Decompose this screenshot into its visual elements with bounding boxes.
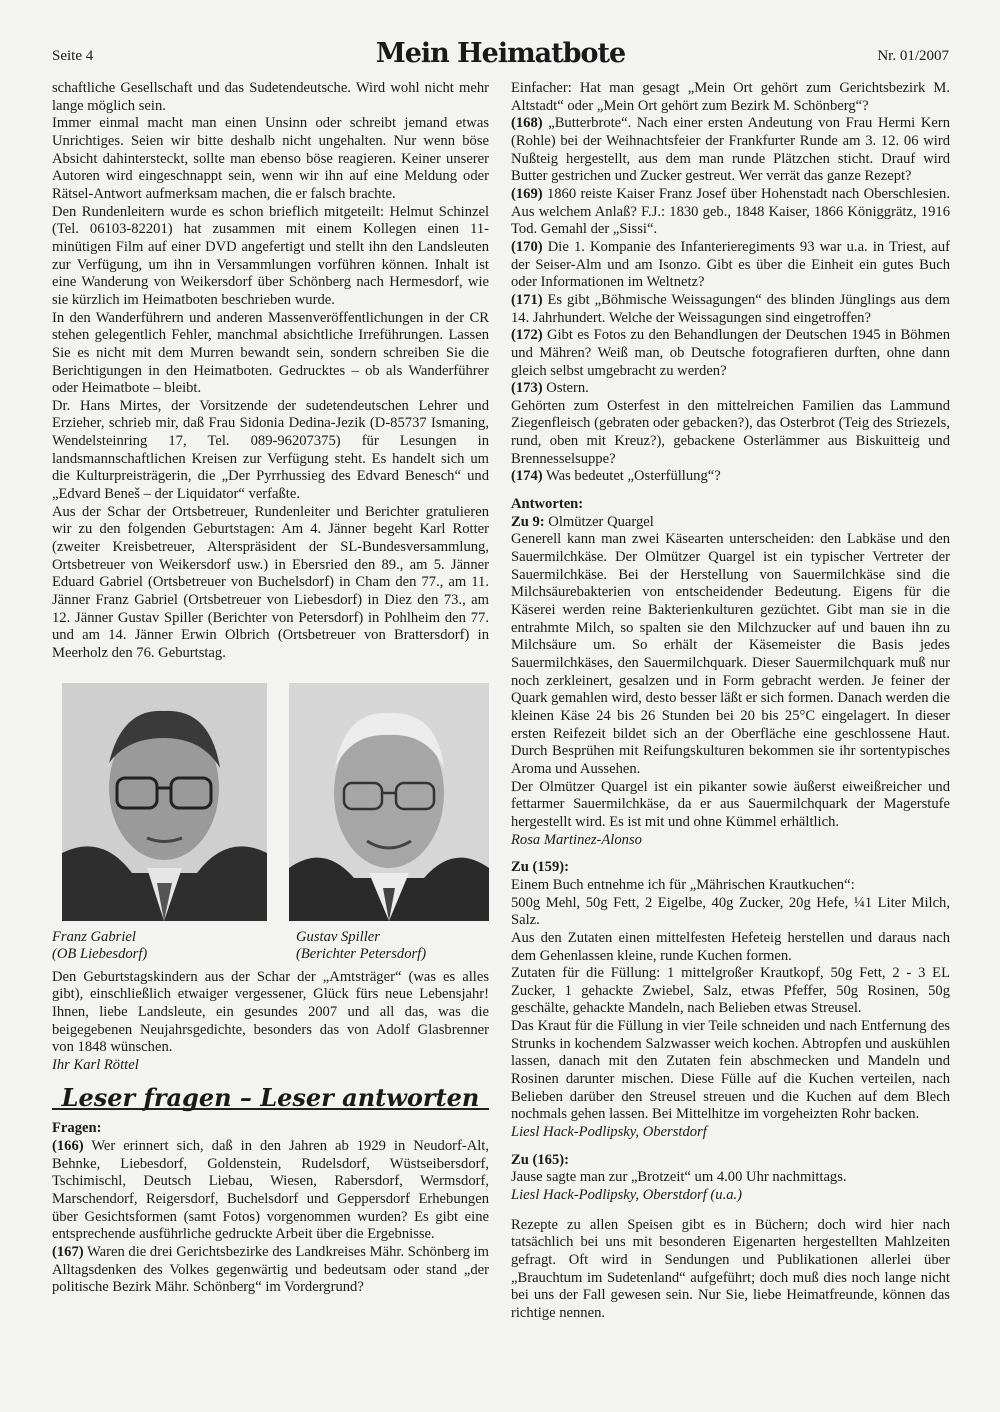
page-number: Seite 4 <box>52 48 94 64</box>
portrait-franz-gabriel <box>62 683 267 921</box>
paragraph: schaftliche Gesellschaft und das Sudetendeutsche. Wird wohl nicht mehr lange möglich sein. <box>52 80 489 114</box>
answer-159-text: Zutaten für die Füllung: 1 mittelgroßer Krautkopf, 50g Fett, 2 - 3 EL Zucker, 1 gehackte Zwiebel, Salz, etwas Pfeffer, 50g Rosinen, 50g geschälte, gehackte Mandeln, nach Belieben etwas Streusel. <box>511 965 950 1017</box>
question-number: (170) <box>511 238 543 255</box>
answer-label: Zu 9: <box>511 513 545 530</box>
spacer <box>52 1110 489 1120</box>
paragraph: Den Rundenleitern wurde es schon brieflich mitgeteilt: Helmut Schinzel (Tel. 06103-82201) hat zusammen mit einem Kollegen einen 11-minütigen Film auf einer DVD angefertigt und stellt ihn den Landsleuten zur Verfügung, um ihn in Versammlungen vorführen können. Inhalt ist eine Wanderung von Weikersdorf über Schönberg nach Hermesdorf, wie sie kürzlich im Heimatboten beschrieben wurde. <box>52 203 489 308</box>
question-173-paragraph: Gehörten zum Osterfest in den mittelreichen Familien das Lammund Ziegenfleisch (gebraten oder gebacken?), das Osterbrot (Teig des Striezels, rund, oben mit Kreuz?), gebackene Osterlämmer aus Biskuitteig und Brennesselsuppe? <box>511 397 950 467</box>
question-number: (167) <box>52 1243 84 1260</box>
question-text: Die 1. Kompanie des Infanterieregiments 93 war u.a. in Triest, auf der Seiser-Alm und am Isonzo. Gibt es über die Einheit ein gutes Buch oder Informationen im Weltnetz? <box>511 238 950 291</box>
question-174 <box>511 468 950 486</box>
answer-165-signature: Liesl Hack-Podlipsky, Oberstdorf (u.a.) <box>511 1187 743 1204</box>
question-173 <box>511 380 950 398</box>
caption-franz-gabriel <box>52 929 147 964</box>
question-167 <box>52 1244 489 1297</box>
answer-159-text: Aus den Zutaten einen mittelfesten Hefeteig herstellen und daraus nach dem Gehenlassen kleine, runde Kuchen formen. <box>511 929 950 964</box>
question-166 <box>52 1138 489 1244</box>
final-paragraph: Rezepte zu allen Speisen gibt es in Büchern; doch wird hier nach tatsächlich bei uns mit besonderen Eigenarten hergestellten Mahlzeiten gefragt. Oft wird in Sendungen und Publikationen allerlei über „Brauchtum im Sudetenland“ aufgeführt; doch muß dies noch lange nicht bei uns der Fall gewesen sein. Nur Sie, liebe Heimatfreunde, können das richtige nennen. <box>511 1216 950 1321</box>
spacer <box>511 1205 950 1217</box>
question-text: 1860 reiste Kaiser Franz Josef über Hohenstadt nach Oberschlesien. Aus welchem Anlaß? F.J.: 1830 geb., 1848 Kaiser, 1866 Königgrätz, 1916 Tod. Gemahl der „Sissi“. <box>511 185 950 238</box>
question-number: (168) <box>511 115 543 132</box>
answer-159-text: Das Kraut für die Füllung in vier Teile schneiden und nach Entfernung des Strunks in kochendem Salzwasser weich kochen. Abtropfen und auskühlen lassen, danach mit den Zutaten fein abschmecken und Mandeln und Rosinen darunter mischen. Diese Fülle auf die Kuchen verteilen, nach Belieben darüber den Streusel streuen und die Kuchen auf dem Blech nochmals gehen lassen. Bei Mittelhitze im vorgeheizten Rohr backen. <box>511 1018 950 1123</box>
question-text: „Butterbrote“. Nach einer ersten Andeutung von Frau Hermi Kern (Rohle) bei der Weihnachtsfeier der Frankfurter Runde am 3. 12. 06 wird Nußteig hergestellt, aus dem man runde Plätzchen sticht. Drauf wird Butter gestrichen und Zucker gestreut. Wer verrät das ganze Rezept? <box>511 115 950 185</box>
answer-165-text: Jause sagte man zur „Brotzeit“ um 4.00 Uhr nachmittags. <box>511 1169 847 1186</box>
question-170 <box>511 239 950 292</box>
question-172 <box>511 327 950 380</box>
question-number: (169) <box>511 185 543 202</box>
portrait-gustav-spiller <box>289 683 489 921</box>
paragraph: Aus der Schar der Ortsbetreuer, Rundenleiter und Berichter gratulieren wir zu den folgenden Geburtstagen: Am 4. Jänner begeht Karl Rotter (zweiter Kreisbetreuer, Alterspräsident der SL-Bundesversammlung, Ortsbetreuer von Weikersdorf usw.) in Ebersried den 89., am 5. Jänner Eduard Gabriel (Ortsbetreuer von Buchelsdorf) in Cham den 77., am 11. Jänner Franz Gabriel (Ortsbetreuer von Liebesdorf) in Diez den 73., am 12. Jänner Gustav Spiller (Berichter von Petersdorf) in Pohlheim den 77. und am 14. Jänner Erwin Olbrich (Ortsbetreuer von Brattersdorf) in Meerholz den 76. Geburtstag. <box>52 503 489 661</box>
answer-159-label: Zu (159): <box>511 859 569 876</box>
answer-159-text: Einem Buch entnehme ich für „Mährischen Krautkuchen“: <box>511 876 855 893</box>
signature: Ihr Karl Röttel <box>52 1056 139 1073</box>
question-number: (171) <box>511 291 543 308</box>
answer-9-text: Generell kann man zwei Käsearten unterscheiden: den Labkäse und den Sauermilchkäse. Der Olmützer Quargel ist ein typischer Vertreter der Sauermilchkäse. Bei der Herstellung von Sauermilchkäse sind die Milchsäurebakterien von entscheidender Bedeutung. Eigens für die Käserei werden reine Bakterienkulturen gezüchtet. Gibt man sie in die entrahmte Milch, so spalten sie den Milchzucker auf und bauen ihn zu Milchsäure um. So erhält der Käsemeister die Basis jedes Sauermilchkäses, den Sauermilchquark. Dieser Sauermilchquark muß nur noch zerkleinert, gesalzen und in Form gebracht werden. Je feiner der Quark gemahlen wird, desto besser läßt er sich formen. Danach werden die kleinen Käse 24 bis 26 Stunden bei 20 bis 25°C eingelagert. In dieser ersten Reifezeit bildet sich an der Oberfläche eine geschlossene Haut. Durch Besprühen mit Reifungskulturen bekommen sie ihr sortentypisches Aroma und Aussehen. <box>511 531 950 777</box>
question-number: (173) <box>511 380 543 397</box>
photo-captions <box>52 929 489 969</box>
page-header <box>52 38 949 68</box>
question-number: (174) <box>511 468 543 485</box>
caption-role: (OB Liebesdorf) <box>52 946 148 963</box>
caption-name: Franz Gabriel <box>52 928 136 945</box>
caption-role: (Berichter Petersdorf) <box>296 946 427 963</box>
question-text: Wer erinnert sich, daß in den Jahren ab 1929 in Neudorf-Alt, Behnke, Liebesdorf, Goldenstein, Rudelsdorf, Wüstseibersdorf, Tschimischl, Deutsch Liebau, Wiesen, Rabersdorf, Wermsdorf, Marschendorf, Reigersdorf, Buchelsdorf und Geppersdorf Erhebungen über Gesichtsformen (samt Fotos) vorgenommen wurden? Es gibt eine entsprechende ausführliche gedruckte Arbeit über die Ergebnisse. <box>52 1137 489 1243</box>
answer-159-signature: Liesl Hack-Podlipsky, Oberstdorf <box>511 1124 707 1141</box>
answer-159-text: 500g Mehl, 50g Fett, 2 Eigelbe, 40g Zucker, 20g Hefe, ¼1 Liter Milch, Salz. <box>511 894 950 929</box>
portrait-photos <box>52 683 489 921</box>
masthead-logo: Mein Heimatbote <box>375 38 626 69</box>
question-text: Es gibt „Böhmische Weissagungen“ des blinden Jünglings aus dem 14. Jahrhundert. Welche der Weissagungen sind eingetroffen? <box>511 291 950 326</box>
antworten-label: Antworten: <box>511 496 584 513</box>
question-168 <box>511 115 950 186</box>
question-text: Waren die drei Gerichtsbezirke des Landkreises Mähr. Schönberg im Alltagsdenken des Volkes gegenwärtig und bedeutsam oder stand „der politische Bezirk Mähr. Schönberg“ im Vordergrund? <box>52 1243 489 1296</box>
issue-number: Nr. 01/2007 <box>877 48 949 64</box>
answer-9-heading <box>511 514 950 532</box>
section-title: Leser fragen – Leser antworten <box>52 1089 489 1111</box>
spacer <box>511 486 950 496</box>
fragen-label: Fragen: <box>52 1120 102 1137</box>
question-169 <box>511 186 950 239</box>
paragraph: Dr. Hans Mirtes, der Vorsitzende der sudetendeutschen Lehrer und Erzieher, schrieb mir, daß Frau Sidonia Dedina-Jezik (D-85737 Ismaning, Wendelsteinring 17, Tel. 089-96207375) für Lesungen in landsmannschaftlichen Kreisen zur Verfügung steht. Es handelt sich um die Kulturpreisträgerin, die „Der Pyrrhussieg des Edvard Benesch“ und „Edvard Beneš – der Liquidator“ verfaßte. <box>52 397 489 503</box>
answer-165-label: Zu (165): <box>511 1151 569 1168</box>
caption-name: Gustav Spiller <box>296 928 380 945</box>
question-text: Gibt es Fotos zu den Behandlungen der Deutschen 1945 in Böhmen und Mähren? Weiß man, ob Deutsche fotografieren durften, ohne dann gleich selbst umgebracht zu werden? <box>511 327 950 379</box>
paragraph: In den Wanderführern und anderen Massenveröffentlichungen in der CR stehen gelegentlich Fehler, manchmal absichtliche Irreführungen. Lassen Sie es nicht mit dem Murren bewandt sein, sondern schreiben Sie die Berichtigungen in den Heimatboten. Gedrucktes – ob als Wanderführer oder Heimatbote – bleibt. <box>52 309 489 397</box>
question-text: Was bedeutet „Osterfüllung“? <box>542 468 721 485</box>
answer-title: Olmützer Quargel <box>544 513 654 530</box>
closing-paragraph: Den Geburtstagskindern aus der Schar der „Amtsträger“ (was es alles gibt), einschließlich etwaiger vergessener, Glück fürs neue Lebensjahr! Ihnen, liebe Landsleute, ein gesundes 2007 und all das, was die beigegebenen Neujahrsgedichte, besonders das von Adolf Glasbrenner von 1848 wünschen. <box>52 968 489 1056</box>
left-column <box>52 80 489 1297</box>
spacer <box>511 1142 950 1152</box>
question-number: (166) <box>52 1137 84 1154</box>
answer-9-signature: Rosa Martinez-Alonso <box>511 831 642 848</box>
caption-gustav-spiller <box>296 929 426 964</box>
right-column <box>511 80 950 1323</box>
question-171 <box>511 292 950 327</box>
answer-9-text: Der Olmützer Quargel ist ein pikanter sowie äußerst eiweißreicher und fettarmer Sauermilchkäse, da er aus Sauermilchquark der Magerstufe hergestellt wird. Es ist mit und ohne Kümmel erhältlich. <box>511 778 950 830</box>
spacer <box>511 849 950 859</box>
question-text: Ostern. <box>542 380 589 397</box>
question-number: (172) <box>511 327 543 344</box>
question-167-continued: Einfacher: Hat man gesagt „Mein Ort gehört zum Gerichtsbezirk M. Altstadt“ oder „Mein Ort gehört zum Bezirk M. Schönberg“? <box>511 80 950 114</box>
paragraph: Immer einmal macht man einen Unsinn oder schreibt jemand etwas Unrichtiges. Seien wir bitte deshalb nicht ungehalten. Nur wenn böse Absicht dahintersteckt, sollte man ebenso böse reagieren. Keiner unserer Autoren wird eingeschnappt sein, wenn wir ihn auf eine Meldung oder Rätsel-Antwort aufmerksam machen, die er falsch brachte. <box>52 115 489 202</box>
